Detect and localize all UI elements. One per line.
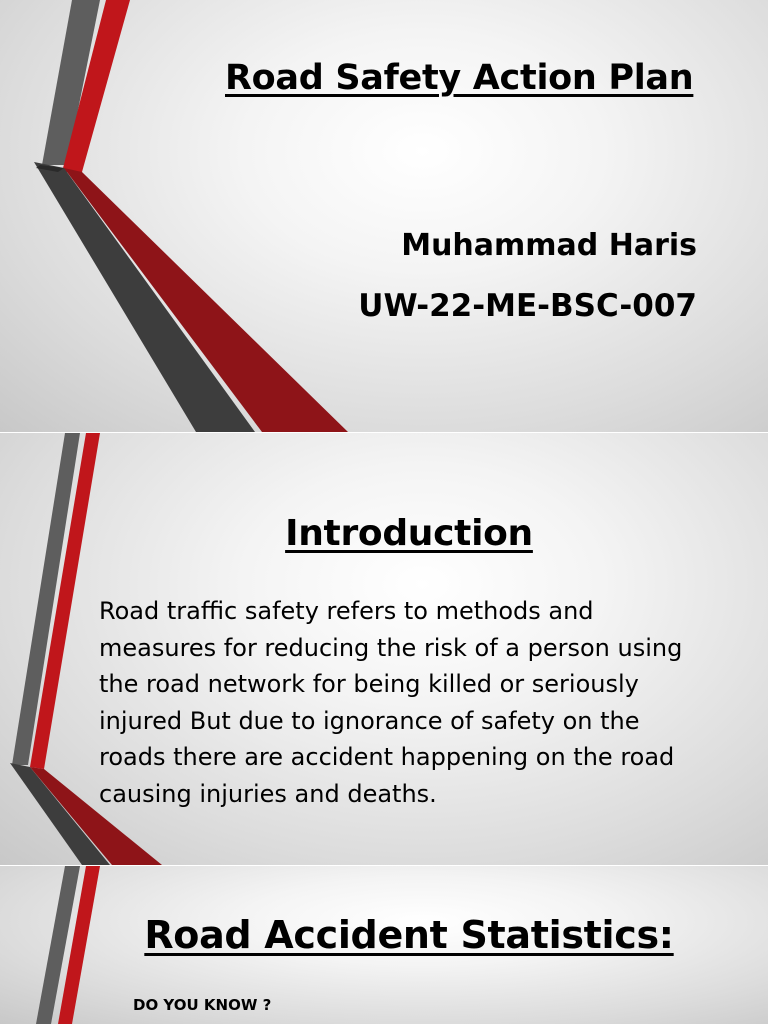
introduction-heading: Introduction	[285, 513, 533, 554]
slide-title-heading: Road Safety Action Plan	[225, 58, 694, 98]
introduction-body: Road traffic safety refers to methods and measures for reducing the risk of a person using the road network for being killed or seriously injured But due to ignorance of safety on the roads there are accident happening on the road causing injuries and deaths.	[99, 597, 683, 808]
slide-statistics	[0, 866, 768, 1024]
slide-introduction	[0, 433, 768, 865]
author-id: UW-22-ME-BSC-007	[358, 288, 697, 324]
statistics-heading: Road Accident Statistics:	[144, 913, 674, 957]
do-you-know-text: DO YOU KNOW ?	[133, 996, 272, 1014]
author-name: Muhammad Haris	[401, 228, 697, 263]
slide-title	[0, 0, 768, 432]
